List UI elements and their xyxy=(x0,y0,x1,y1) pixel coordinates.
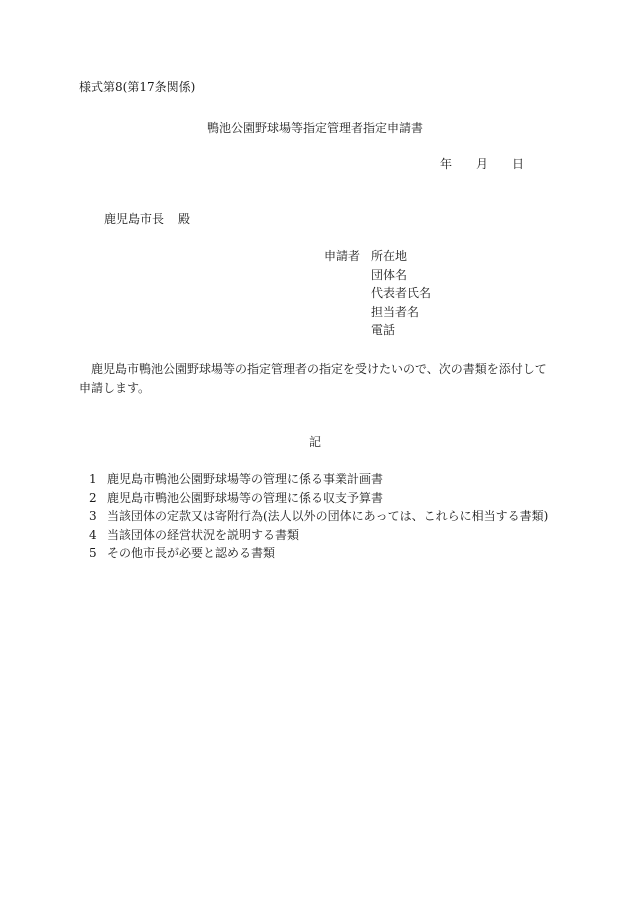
list-item xyxy=(89,546,548,565)
list-item xyxy=(89,528,548,547)
document-title: 鴨池公園野球場等指定管理者指定申請書 xyxy=(206,121,423,135)
applicant-field-address: 所在地 xyxy=(371,249,408,263)
list-item-number: 5 xyxy=(89,546,97,560)
list-item-text: 当該団体の定款又は寄附行為(法人以外の団体にあっては、これらに相当する書類) xyxy=(107,509,549,523)
applicant-field-contact-person: 担当者名 xyxy=(371,304,420,319)
addressee-name: 鹿児島市長 xyxy=(104,212,165,226)
list-item-number: 4 xyxy=(89,527,97,542)
date-day-label: 日 xyxy=(512,157,525,171)
list-item-number: 2 xyxy=(89,490,97,505)
date-year-label: 年 xyxy=(440,157,453,171)
applicant-label: 申請者 xyxy=(324,249,361,263)
applicant-field-organization: 団体名 xyxy=(371,267,408,282)
list-item-text: 当該団体の経営状況を説明する書類 xyxy=(107,527,300,542)
list-item xyxy=(89,509,548,528)
addressee-honorific: 殿 xyxy=(178,212,191,226)
addressee xyxy=(104,212,190,226)
list-item-text: 鹿児島市鴨池公園野球場等の管理に係る事業計画書 xyxy=(107,472,384,486)
applicant-field-representative: 代表者氏名 xyxy=(371,286,432,300)
ki-heading: 記 xyxy=(308,435,321,449)
list-item-number: 3 xyxy=(89,509,97,523)
list-item-number: 1 xyxy=(89,472,97,486)
applicant-fields xyxy=(371,249,431,342)
date-month-label: 月 xyxy=(476,157,489,171)
attachment-list xyxy=(89,472,548,565)
list-item xyxy=(89,491,548,510)
date-line xyxy=(440,157,524,171)
applicant-field-phone: 電話 xyxy=(371,323,396,337)
list-item-text: 鹿児島市鴨池公園野球場等の管理に係る収支予算書 xyxy=(107,490,384,505)
form-number: 様式第8(第17条関係) xyxy=(79,80,196,94)
list-item xyxy=(89,472,548,491)
list-item-text: その他市長が必要と認める書類 xyxy=(107,546,276,560)
body-text: 鹿児島市鴨池公園野球場等の指定管理者の指定を受けたいので、次の書類を添付して申請します。 xyxy=(79,362,547,395)
